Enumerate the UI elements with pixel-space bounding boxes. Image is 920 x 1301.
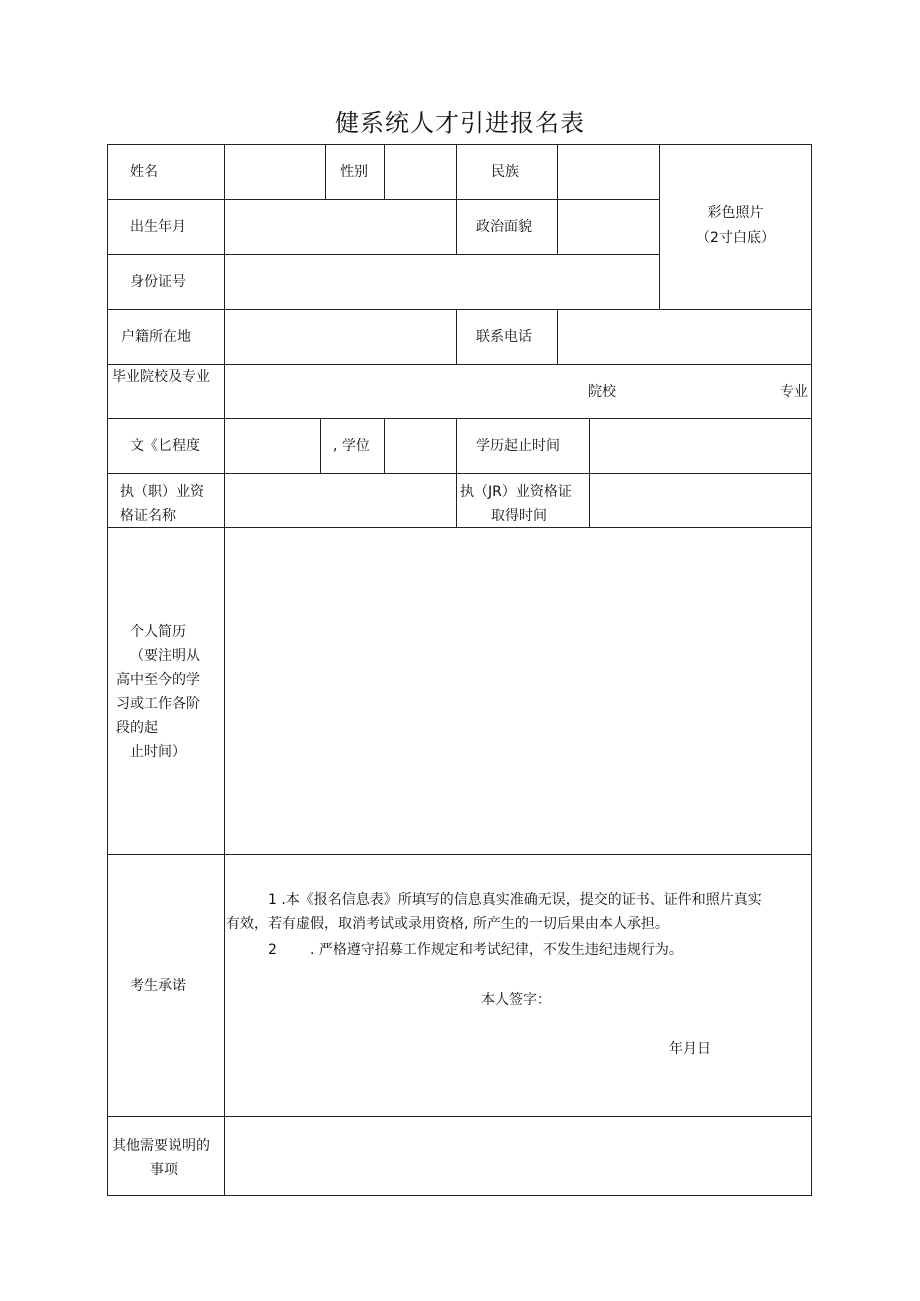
grid-line bbox=[107, 1195, 812, 1196]
photo-label: 彩色照片 bbox=[707, 205, 764, 221]
signature-label: 本人签字： bbox=[481, 992, 551, 1008]
graduate-label: 毕业院校及专业 bbox=[112, 369, 210, 385]
major-label: 专业 bbox=[780, 384, 808, 400]
resume-field[interactable] bbox=[225, 528, 811, 854]
resume-label-line: 高中至今的学 bbox=[116, 672, 200, 688]
grid-line bbox=[456, 309, 457, 364]
grid-line bbox=[107, 854, 812, 855]
cert-name-field[interactable] bbox=[225, 474, 456, 527]
grid-line bbox=[811, 144, 812, 1196]
phone-field[interactable] bbox=[558, 310, 811, 364]
ethnicity-label: 民族 bbox=[491, 164, 519, 180]
study-period-label: 学历起止时间 bbox=[476, 438, 560, 454]
gender-label: 性别 bbox=[340, 164, 368, 180]
phone-label: 联系电话 bbox=[476, 329, 532, 345]
political-label: 政治面貌 bbox=[476, 219, 532, 235]
other-field[interactable] bbox=[225, 1117, 811, 1195]
pledge-item-1-cont: 有效，若有虚假，取消考试或录用资格, 所产生的一切后果由本人承担。 bbox=[226, 916, 669, 932]
study-period-field[interactable] bbox=[590, 419, 811, 473]
birth-label: 出生年月 bbox=[130, 219, 186, 235]
cert-name-label-line2: 格证名称 bbox=[120, 508, 176, 524]
graduate-field[interactable] bbox=[225, 365, 811, 418]
ethnicity-field[interactable] bbox=[558, 145, 659, 199]
form-title: 健系统人才引进报名表 bbox=[335, 109, 585, 137]
grid-line bbox=[107, 144, 108, 1196]
household-label: 户籍所在地 bbox=[121, 329, 191, 345]
other-label-line2: 事项 bbox=[150, 1162, 178, 1178]
pledge-item-1: 1 .本《报名信息表》所填写的信息真实准确无误，提交的证书、证件和照片真实 bbox=[268, 892, 762, 908]
name-label: 姓名 bbox=[130, 164, 158, 180]
cert-time-label-line2: 取得时间 bbox=[491, 508, 547, 524]
pledge-label: 考生承诺 bbox=[130, 978, 186, 994]
date-label: 年月日 bbox=[669, 1041, 711, 1057]
grid-line bbox=[325, 144, 326, 199]
other-label: 其他需要说明的 bbox=[112, 1138, 210, 1154]
education-field[interactable] bbox=[225, 419, 320, 473]
cert-name-label: 执（职）业资 bbox=[120, 484, 204, 500]
id-number-field[interactable] bbox=[225, 255, 659, 309]
gender-field[interactable] bbox=[385, 145, 456, 199]
degree-label: , 学位 bbox=[333, 438, 370, 454]
grid-line bbox=[456, 418, 457, 527]
school-label: 院校 bbox=[588, 384, 616, 400]
resume-label-line: 止时间） bbox=[130, 744, 186, 760]
cert-time-label: 执（JR）业资格证 bbox=[460, 484, 572, 500]
photo-box[interactable] bbox=[660, 145, 811, 309]
id-number-label: 身份证号 bbox=[130, 274, 186, 290]
education-label: 文《匕程度 bbox=[130, 438, 200, 454]
grid-line bbox=[320, 418, 321, 473]
degree-field[interactable] bbox=[385, 419, 456, 473]
political-field[interactable] bbox=[558, 200, 659, 254]
pledge-item-2: . 严格遵守招募工作规定和考试纪律，不发生违纪违规行为。 bbox=[310, 942, 683, 958]
resume-label-line: 习或工作各阶 bbox=[116, 696, 200, 712]
household-field[interactable] bbox=[225, 310, 456, 364]
name-field[interactable] bbox=[225, 145, 325, 199]
pledge-item-2-number: 2 bbox=[268, 942, 277, 958]
grid-line bbox=[456, 144, 457, 254]
birth-field[interactable] bbox=[225, 200, 456, 254]
photo-size-label: （2寸白底） bbox=[696, 230, 775, 246]
resume-label-line: （要注明从 bbox=[130, 648, 200, 664]
signature-field[interactable] bbox=[560, 985, 760, 1015]
cert-time-field[interactable] bbox=[590, 474, 811, 527]
resume-label-line: 段的起 bbox=[116, 720, 158, 736]
resume-label-line: 个人简历 bbox=[130, 624, 186, 640]
